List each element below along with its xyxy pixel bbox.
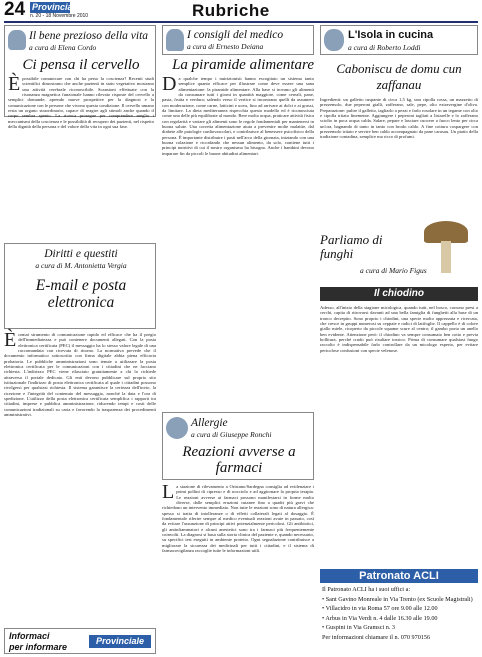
acli-office-item: • Guspini in Via Gramsci n. 3	[322, 624, 396, 632]
column-header-cucina	[320, 25, 478, 55]
dropcap-piramide: D	[162, 73, 177, 95]
byline-medico: a cura di Ernesto Deiana	[187, 42, 264, 51]
column-title-allergie: Allergie	[191, 417, 228, 429]
byline-cucina: a cura di Roberto Loddi	[348, 43, 421, 52]
column-title-funghi: Parliamo di funghi	[320, 232, 383, 261]
footer-per-informare: per informare	[9, 642, 68, 652]
article-body-piramide: D a qualche tempo i nutrizionisti hanno escogitato un sistema tanto semplice quanto efficace per illustrare come deve essere una sana alimentazione: la piramide alimentare. Alla base si trovano gli alimenti da consumare tutti i giorni in quantità maggiore, come cereali, pane, pasta, frutta e verdura; salendo verso il vertice si incontrano quelli da assumere con moderazione, come carne, latticini e uova, fino ad arrivare ai dolci e ai grassi, da limitare. La dieta mediterranea rispecchia questo modello ed è riconosciuta come una delle più equilibrate al mondo. Bere molta acqua, praticare attività fisica con regolarità e variare gli alimenti sono le regole fondamentali per mantenersi in buona salute. Una corretta alimentazione aiuta a prevenire molte malattie, dal diabete alle patologie cardiovascolari, e contribuisce al benessere psicofisico della persona. È importante distribuire i pasti nell'arco della giornata, iniziando con una buona colazione e ricordando che nessun alimento, da solo, contiene tutti i principi nutritivi di cui il nostro organismo ha bisogno. Anche i bambini devono imparare fin da piccoli le buone abitudini alimentari.	[162, 73, 314, 156]
funghi-header	[320, 211, 478, 283]
funghi-body: Adesso, all'inizio della stagione micologica, quando tutti, nel bosco, corrono presi a cerchi, capita di ritrovarsi davanti ad una bella famiglia di funghetti alla base di un tronco decrepito. Sono proprio i chiodini, una specie molto apprezzata e ricercata, che cresce in gruppi numerosi su ceppaie e radici di latifoglie. Il cappello è di colore giallo miele, ricoperto da piccole squame scure al centro; il gambo porta un anello ben evidente. Attenzione però: il chiodino va sempre consumato ben cotto e previa bollitura, perché crudo può risultare tossico. Prima di consumare qualsiasi fungo raccolto è indispensabile farlo controllare da un micologo esperto, per evitare pericolose confusioni con specie velenose.	[320, 305, 478, 353]
masthead-logo: Provinciale	[32, 2, 81, 12]
byline-allergie: a cura di Giuseppe Ronchi	[191, 430, 272, 439]
byline: a cura di Elena Cordo	[29, 43, 97, 52]
dropcap-email: È	[4, 329, 17, 351]
acli-office-item: • Sant Gavino Monreale in Via Trento (ex Scuole Magistrali)	[322, 595, 473, 603]
issue-date: n. 20 - 18 Novembre 2010	[30, 13, 89, 19]
article-title-reazioni: Reazioni avverse a farmaci	[182, 444, 296, 476]
article-body: È possibile comunicare con chi ha perso la coscienza? Recenti studi scientifici dimostrano che anche pazienti in stato vegetativo mostrano una attività cerebrale riconoscibile. Scansioni effettuate con la risonanza magnetica funzionale hanno rilevato risposte del cervello a semplici domande, aprendo nuove prospettive per la diagnosi e la comunicazione con le persone che vivono questa condizione. Il cervello umano resta un organo straordinario, capace di reagire agli stimoli anche quando il corpo sembra spento. La ricerca prosegue per comprendere meglio i meccanismi della coscienza e le possibilità di recupero dei pazienti, nel rispetto della dignità della persona e del valore della vita in ogni sua fase.	[8, 73, 154, 130]
byline-diritti: a cura di M. Antonietta Vergia	[35, 261, 127, 270]
chef-portrait-icon	[324, 29, 344, 51]
header-rule	[4, 21, 478, 23]
dropcap: È	[8, 73, 21, 95]
footer-logo: Provinciale	[89, 635, 151, 648]
banner-il-chiodino: Il chiodino	[320, 287, 478, 301]
article-box-allergie	[162, 412, 314, 480]
dropcap-reazioni: L	[162, 481, 175, 503]
article-box-brain	[4, 25, 156, 130]
article-title-email: E-mail e posta elettronica	[35, 277, 127, 311]
allergy-portrait-icon	[166, 417, 188, 439]
acli-box	[322, 585, 478, 653]
column-title-medico: I consigli del medico	[187, 29, 284, 41]
article-title: Ci pensa il cervello	[22, 57, 140, 73]
article-body-reazioni: L a stazione di rilevamento a Oristano/Sardegna consiglia ad evidenziare i primi pollini di cipresso e di nocciolo e ad aggiornare la propria terapia. Le reazioni avverse ai farmaci possono manifestarsi in forme molto diverse, dalle semplici eruzioni cutanee fino a quadri più gravi che richiedono un intervento immediato. Non tutte le reazioni sono di natura allergica: spesso si tratta di intolleranze o di effetti collaterali legati al dosaggio. È fondamentale riferire sempre al medico eventuali reazioni avute in passato, così da evitare l'assunzione di principi attivi potenzialmente pericolosi. Gli antibiotici, gli antinfiammatori e alcuni anestetici sono tra i farmaci più frequentemente coinvolti. La diagnosi si basa sulla storia clinica del paziente e, quando necessario, su specifici test eseguiti in ambiente protetto. Ogni segnalazione contribuisce a migliorare la sicurezza dei medicinali per tutti i cittadini, e il sistema di farmacovigilanza raccoglie tutte le informazioni utili.	[162, 481, 314, 554]
acli-office-item: • Villacidro in via Roma 57 ore 9.00 alle 12.00	[322, 605, 438, 613]
acli-banner: Patronato ACLI	[320, 569, 478, 583]
article-body-email: È ormai strumento di comunicazione rapido ed efficace che ha il pregio dell'immediatezza e può contenere documenti allegati. Con la posta elettronica certificata (PEC) il messaggio ha lo stesso valore legale di una raccomandata con ricevuta di ritorno. La normativa prevede che il documento informatico sottoscritto con firma digitale abbia piena efficacia probatoria. Le pubbliche amministrazioni sono tenute a utilizzare la posta elettronica certificata per le comunicazioni con i cittadini che ne facciano richiesta. L'indirizzo PEC viene rilasciato gratuitamente a chi lo richiede attraverso il portale dedicato. Gli enti devono pubblicare sul proprio sito istituzionale l'indirizzo di posta elettronica certificata al quale i cittadini possono rivolgersi per qualsiasi richiesta. Il sistema garantisce la certezza dell'invio, la ricezione e l'integrità del contenuto del messaggio, nonché la data e l'ora di spedizione. L'utilizzo della posta elettronica certificata semplifica i rapporti tra cittadini, imprese e pubblica amministrazione, riducendo tempi e costi delle comunicazioni tradizionali su carta e favorendo la trasparenza dei procedimenti amministrativi.	[4, 329, 156, 418]
section-title: Rubriche	[192, 1, 270, 20]
mushroom-icon	[418, 217, 474, 277]
column-middle	[162, 25, 314, 655]
column-title: Il bene prezioso della vita	[29, 30, 149, 42]
byline-funghi: a cura di Mario Figus	[360, 266, 427, 275]
footer-box	[4, 628, 156, 654]
doctor-portrait-icon	[166, 29, 184, 51]
footer-informaci: Informaci	[9, 631, 50, 641]
page-number: 24	[4, 0, 26, 20]
acli-contact: Per informazioni chiamare il n. 070 970156	[322, 633, 431, 641]
article-box-email	[4, 243, 156, 329]
recipe-title: Caboniscu de domu cun zaffanau	[336, 61, 462, 92]
column-title-diritti: Diritti e questiti	[44, 248, 118, 260]
recipe-body: Ingredienti: un galletto ruspante di circa 1,5 kg, una cipolla rossa, un mazzetto di prezzemolo, due peperoni gialli, zafferano, sale, pepe, olio extravergine d'oliva. Preparazione: pulire il galletto, tagliarlo a pezzi e farlo rosolare in un tegame con olio e cipolla tritata finemente. Aggiungere i peperoni tagliati a listarelle e lo zafferano sciolto in poca acqua calda. Salare, pepare e lasciare cuocere a fuoco lento per circa un'ora, bagnando di tanto in tanto con brodo caldo. A fine cottura cospargere con prezzemolo tritato e servire ben caldo accompagnato da pane carasau. Un piatto della tradizione contadina, semplice ma ricco di profumi.	[320, 97, 478, 140]
column-right	[320, 25, 478, 655]
column-portrait-icon	[8, 30, 26, 50]
acli-intro: Il Patronato ACLI ha i suoi uffici a:	[322, 586, 411, 593]
column-header-medico	[162, 25, 314, 55]
article-title-piramide: La piramide alimentare	[172, 57, 314, 73]
column-title-cucina: L'Isola in cucina	[348, 29, 434, 41]
page-header	[0, 0, 482, 22]
acli-office-item: • Arbus in Via Verdi n. 4 dalle 16.30 alle 19.00	[322, 614, 438, 622]
column-left	[4, 25, 156, 655]
